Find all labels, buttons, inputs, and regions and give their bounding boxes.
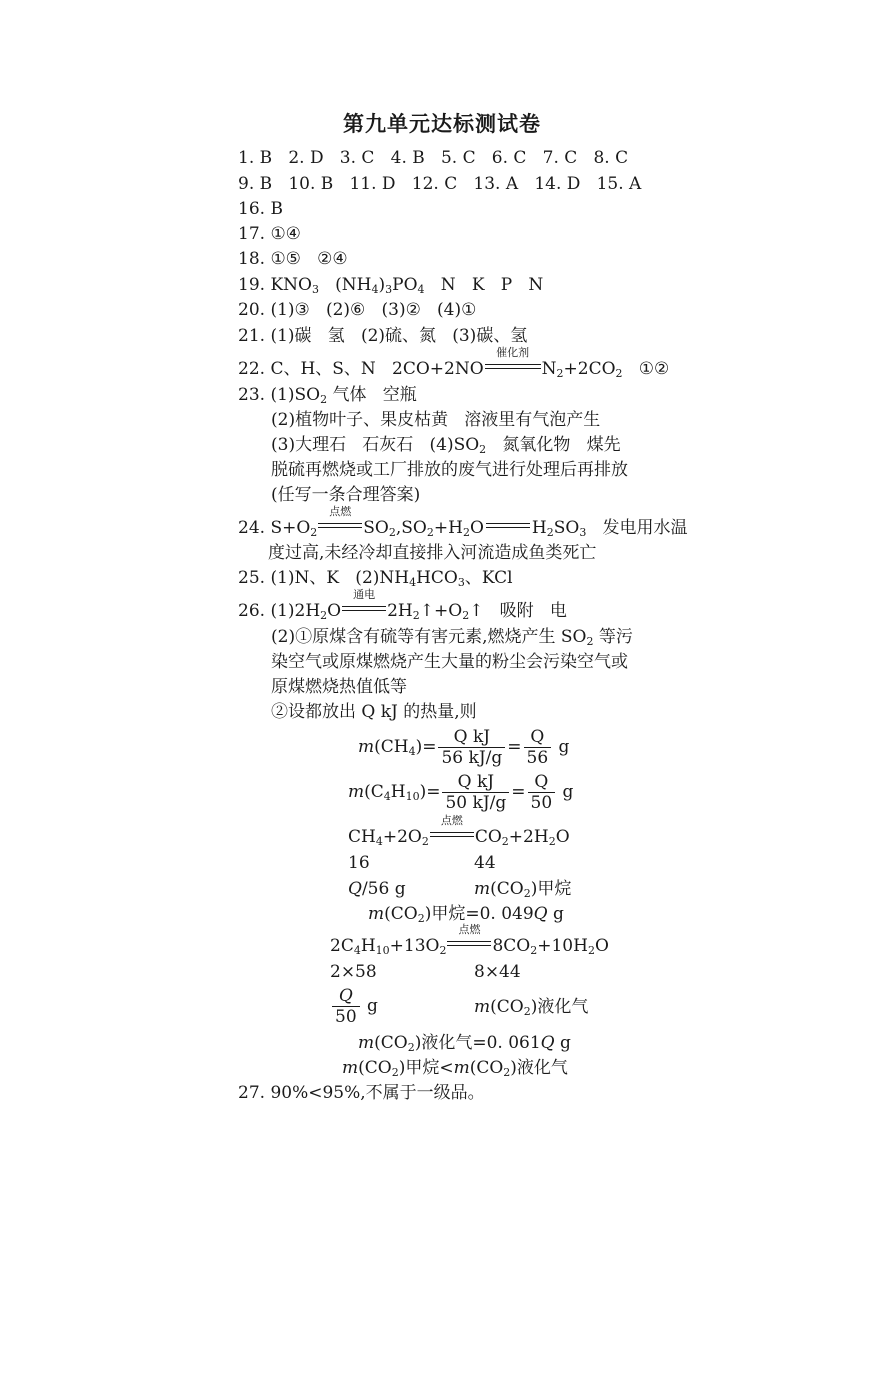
answer-26-line3: 染空气或原煤燃烧产生大量的粉尘会污染空气或 — [271, 652, 628, 672]
answer-16: 16. B — [238, 199, 283, 219]
reaction-condition: 点燃 — [430, 828, 474, 842]
mass-ch4-equation: $m(CH_4)=$ $\frac{\text{Q kJ}}{56 kJ/g}$ = $\frac{Q}{56}$ g — [358, 727, 570, 768]
answer-22: 22. C、H、S、N 2CO+2NO 催化剂 $N_2+2CO_2$ ①② — [238, 346, 670, 380]
fraction: $\frac{Q}{50}$ — [332, 986, 360, 1027]
answer-19: 19. $KNO_3$ $(NH_4)_3PO_4$ N K P N — [238, 275, 544, 296]
answer-line-1: 1. B 2. D 3. C 4. B 5. C 6. C 7. C 8. C — [238, 148, 629, 168]
answer-26-line5: ②设都放出 Q kJ 的热量,则 — [271, 702, 477, 722]
answer-23-line4: 脱硫再燃烧或工厂排放的废气进行处理后再排放 — [271, 460, 628, 480]
fraction: $\frac{Q}{56}$ — [524, 727, 552, 768]
answer-23: 23. $(1)SO_2$ 气体 空瓶 — [238, 385, 417, 406]
reaction-c4h10-combustion: $2C_4H_{10}+13O_2$ 点燃 $8CO_2+10H_2O$ — [330, 923, 609, 957]
answer-23-part3: (3)大理石 石灰石 $(4)SO_2$ 氮氧化物 煤先 — [271, 435, 621, 456]
reaction-ch4-combustion: $CH_4+2O_2$ 点燃 $CO_2+2H_2O$ — [348, 814, 570, 848]
comparison: $m(CO_2)$甲烷$<m(CO_2)$液化气 — [342, 1058, 568, 1079]
fraction: $\frac{\text{Q kJ}}{56 kJ/g}$ — [438, 727, 505, 768]
molar-mass-ch4: 16 — [348, 853, 370, 873]
equals-bar — [486, 523, 530, 528]
answer-24-line2: 度过高,未经冷却直接排入河流造成鱼类死亡 — [268, 543, 597, 563]
answer-24: 24. $S+O_2$ 点燃 $SO_2,SO_2+H_2O$ $H_2SO_3$ 发电用水温 — [238, 505, 688, 539]
answer-26: 26. $(1)2H_2O$ 通电 $2H_2↑+O_2↑$ 吸附 电 — [238, 588, 567, 622]
answer-17: 17. ①④ — [238, 224, 301, 244]
mass-ch4-value: Q/56 g — [348, 879, 406, 899]
mass-c4h10-value: $\frac{Q}{50}$ g — [330, 986, 378, 1027]
fraction: $\frac{Q}{50}$ — [528, 772, 556, 813]
fraction: $\frac{\text{Q kJ}}{50 kJ/g}$ — [442, 772, 509, 813]
answer-27: 27. 90%<95%,不属于一级品。 — [238, 1083, 485, 1103]
answer-20: 20. (1)③ (2)⑥ (3)② (4)① — [238, 300, 477, 320]
result-co2-methane: $m(CO_2)$甲烷=0. 049Q g — [368, 904, 564, 925]
mass-co2-lpg: $m(CO_2)$液化气 — [474, 997, 589, 1018]
answer-18: 18. ①⑤ ②④ — [238, 249, 348, 269]
answer-26-line4: 原煤燃烧热值低等 — [271, 677, 407, 697]
answer-23-part2: (2)植物叶子、果皮枯黄 溶液里有气泡产生 — [271, 410, 601, 430]
molar-mass-co2-total: 8×44 — [474, 962, 521, 982]
answer-23-note: (任写一条合理答案) — [271, 485, 421, 505]
molar-mass-c4h10: 2×58 — [330, 962, 377, 982]
mass-co2-methane: $m(CO_2)$甲烷 — [474, 879, 572, 900]
mass-c4h10-equation: $m(C_4H_{10})=$ $\frac{\text{Q kJ}}{50 kJ/g}$ = $\frac{Q}{50}$ g — [348, 772, 574, 813]
reaction-condition: 点燃 — [318, 519, 362, 533]
reaction-condition: 催化剂 — [485, 360, 541, 374]
molar-mass-co2: 44 — [474, 853, 496, 873]
page-title: 第九单元达标测试卷 — [343, 112, 541, 136]
reaction-condition: 通电 — [342, 602, 386, 616]
answer-26-part2: (2)①原煤含有硫等有害元素,燃烧产生 $SO_2$ 等污 — [271, 627, 633, 648]
answer-line-2: 9. B 10. B 11. D 12. C 13. A 14. D 15. A — [238, 174, 642, 194]
answer-25: 25. (1)N、K $(2)NH_4HCO_3$、KCl — [238, 568, 513, 589]
answer-21: 21. (1)碳 氢 (2)硫、氮 (3)碳、氢 — [238, 326, 528, 346]
reaction-condition: 点燃 — [447, 937, 491, 951]
result-co2-lpg: $m(CO_2)$液化气=0. 061Q g — [358, 1033, 571, 1054]
